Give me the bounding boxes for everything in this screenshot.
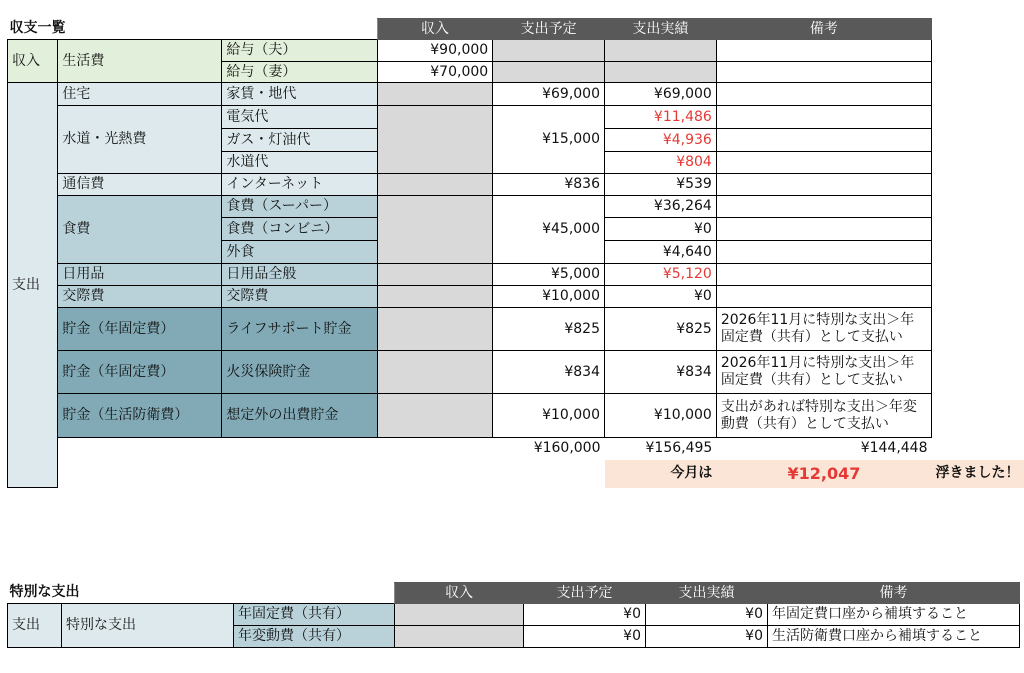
actual-cell[interactable]: ¥0 (605, 286, 717, 308)
section-title: 特別な支出 (9, 584, 80, 601)
actual-cell[interactable]: ¥539 (605, 174, 717, 196)
table-row (8, 106, 1024, 129)
actual-cell[interactable]: ¥36,264 (605, 196, 717, 218)
income-cell[interactable] (377, 264, 493, 286)
table-row (8, 394, 1024, 438)
actual-cell[interactable]: ¥69,000 (605, 83, 717, 106)
actual-cell[interactable]: ¥4,936 (605, 129, 717, 152)
item-cell[interactable]: 給与（夫） (222, 40, 377, 62)
special-expense-table (7, 582, 1020, 648)
note-cell[interactable] (716, 106, 931, 129)
table-row (8, 174, 1024, 196)
category-cell[interactable]: 生活費 (58, 40, 222, 83)
total-actual[interactable]: ¥144,448 (860, 440, 928, 457)
income-cell[interactable]: ¥70,000 (377, 62, 493, 83)
income-cell[interactable]: ¥90,000 (377, 40, 493, 62)
income-cell[interactable] (395, 604, 524, 626)
actual-cell[interactable]: ¥0 (646, 626, 768, 648)
actual-cell[interactable]: ¥10,000 (605, 394, 717, 438)
result-spacer (58, 460, 605, 488)
actual-cell[interactable] (605, 62, 717, 83)
item-cell[interactable]: 家賃・地代 (222, 83, 377, 106)
result-amount: ¥12,047 (716, 460, 931, 488)
totals-spacer (58, 438, 493, 460)
table-row (8, 604, 1020, 626)
planned-cell[interactable]: ¥825 (493, 308, 605, 351)
note-cell[interactable] (716, 264, 931, 286)
actual-cell[interactable]: ¥0 (605, 218, 717, 241)
header-note[interactable]: 備考 (768, 583, 1020, 604)
note-cell[interactable] (716, 286, 931, 308)
total-income[interactable]: ¥160,000 (533, 440, 601, 457)
header-planned[interactable]: 支出予定 (493, 19, 605, 40)
result-suffix: 浮きました！ (932, 460, 1024, 488)
table-row (8, 351, 1024, 394)
category-cell[interactable]: 交際費 (58, 286, 222, 308)
total-planned[interactable]: ¥156,495 (645, 440, 713, 457)
note-cell[interactable] (716, 218, 931, 241)
planned-cell[interactable]: ¥5,000 (493, 264, 605, 286)
category-cell[interactable]: 特別な支出 (62, 604, 234, 648)
table-row (8, 286, 1024, 308)
table-row (8, 308, 1024, 351)
note-cell[interactable] (716, 196, 931, 218)
item-cell[interactable]: 外食 (222, 241, 377, 264)
item-cell[interactable]: ガス・灯油代 (222, 129, 377, 152)
note-cell[interactable]: 支出があれば特別な支出＞年変動費（共有）として支払い (716, 394, 931, 438)
header-actual[interactable]: 支出実績 (605, 19, 717, 40)
item-cell[interactable]: 水道代 (222, 152, 377, 174)
note-cell[interactable]: 年固定費口座から補填すること (768, 604, 1020, 626)
category-cell[interactable]: 貯金（生活防衛費） (58, 394, 222, 438)
income-cell[interactable] (377, 106, 493, 174)
item-cell[interactable]: 火災保険貯金 (222, 351, 377, 394)
actual-cell[interactable]: ¥5,120 (605, 264, 717, 286)
category-cell[interactable]: 日用品 (58, 264, 222, 286)
result-prefix: 今月は (605, 460, 717, 488)
actual-cell[interactable]: ¥834 (605, 351, 717, 394)
planned-cell[interactable]: ¥834 (493, 351, 605, 394)
category-cell[interactable]: 通信費 (58, 174, 222, 196)
section-income-label[interactable]: 収入 (8, 40, 58, 83)
table-row (8, 83, 1024, 106)
category-cell[interactable]: 水道・光熱費 (58, 106, 222, 174)
note-cell[interactable] (716, 129, 931, 152)
note-cell[interactable]: 2026年11月に特別な支出＞年固定費（共有）として支払い (716, 351, 931, 394)
actual-cell[interactable]: ¥4,640 (605, 241, 717, 264)
item-cell[interactable]: 想定外の出費貯金 (222, 394, 377, 438)
income-cell[interactable] (395, 626, 524, 648)
item-cell[interactable]: 電気代 (222, 106, 377, 129)
actual-cell[interactable] (605, 40, 717, 62)
planned-cell[interactable]: ¥45,000 (493, 196, 605, 264)
result-row (8, 460, 1024, 488)
note-cell[interactable]: 2026年11月に特別な支出＞年固定費（共有）として支払い (716, 308, 931, 351)
header-income[interactable]: 収入 (395, 583, 524, 604)
item-cell[interactable]: ライフサポート貯金 (222, 308, 377, 351)
totals-note[interactable] (932, 438, 1024, 460)
planned-cell[interactable] (493, 62, 605, 83)
item-cell[interactable]: 年変動費（共有） (234, 626, 395, 648)
note-cell[interactable] (716, 62, 931, 83)
header-note[interactable]: 備考 (716, 19, 931, 40)
budget-table (7, 18, 1024, 488)
planned-cell[interactable]: ¥15,000 (493, 106, 605, 174)
category-cell[interactable]: 貯金（年固定費） (58, 308, 222, 351)
income-cell[interactable] (377, 351, 493, 394)
note-cell[interactable] (716, 241, 931, 264)
category-cell[interactable]: 貯金（年固定費） (58, 351, 222, 394)
table-row (8, 196, 1024, 218)
header-actual[interactable]: 支出実績 (646, 583, 768, 604)
income-cell[interactable] (377, 286, 493, 308)
item-cell[interactable]: 年固定費（共有） (234, 604, 395, 626)
planned-cell[interactable]: ¥0 (524, 604, 646, 626)
table-row (8, 40, 1024, 62)
note-cell[interactable] (716, 40, 931, 62)
table-row (8, 264, 1024, 286)
planned-cell[interactable]: ¥836 (493, 174, 605, 196)
header-income[interactable]: 収入 (377, 19, 493, 40)
header-row (8, 19, 1024, 40)
totals-row (8, 438, 1024, 460)
planned-cell[interactable] (493, 40, 605, 62)
category-cell[interactable]: 食費 (58, 196, 222, 264)
income-cell[interactable] (377, 174, 493, 196)
item-cell[interactable]: 日用品全般 (222, 264, 377, 286)
income-cell[interactable] (377, 83, 493, 106)
header-planned[interactable]: 支出予定 (524, 583, 646, 604)
note-cell[interactable] (716, 83, 931, 106)
item-cell[interactable]: 交際費 (222, 286, 377, 308)
note-cell[interactable]: 生活防衛費口座から補填すること (768, 626, 1020, 648)
planned-cell[interactable]: ¥10,000 (493, 286, 605, 308)
category-cell[interactable]: 住宅 (58, 83, 222, 106)
actual-cell[interactable]: ¥825 (605, 308, 717, 351)
planned-cell[interactable]: ¥0 (524, 626, 646, 648)
actual-cell[interactable]: ¥804 (605, 152, 717, 174)
income-cell[interactable] (377, 394, 493, 438)
actual-cell[interactable]: ¥0 (646, 604, 768, 626)
item-cell[interactable]: 食費（スーパー） (222, 196, 377, 218)
income-cell[interactable] (377, 196, 493, 264)
income-cell[interactable] (377, 308, 493, 351)
item-cell[interactable]: 給与（妻） (222, 62, 377, 83)
item-cell[interactable]: 食費（コンビニ） (222, 218, 377, 241)
page-title: 収支一覧 (9, 20, 66, 37)
section-expense-label[interactable]: 支出 (8, 83, 58, 488)
actual-cell[interactable]: ¥11,486 (605, 106, 717, 129)
section-expense-label[interactable]: 支出 (8, 604, 62, 648)
note-cell[interactable] (716, 152, 931, 174)
note-cell[interactable] (716, 174, 931, 196)
planned-cell[interactable]: ¥69,000 (493, 83, 605, 106)
header-row (8, 583, 1020, 604)
item-cell[interactable]: インターネット (222, 174, 377, 196)
planned-cell[interactable]: ¥10,000 (493, 394, 605, 438)
